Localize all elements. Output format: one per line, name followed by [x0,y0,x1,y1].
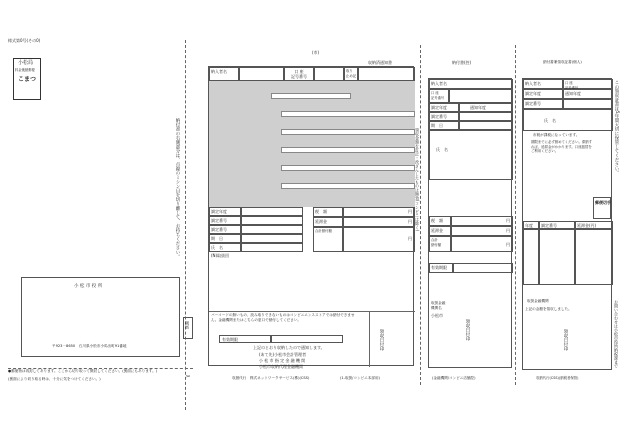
yen-unit-1: 円 [408,209,412,214]
header-seal: (市) [312,50,320,55]
barcode-field-1 [271,93,351,99]
right-account: 口 座 記号番号 [563,79,613,89]
right-th-number: 調定番号 [539,221,575,229]
right-bank-label: 取扱金融機関 [527,299,549,303]
right-year: 調定年度 [523,89,563,99]
perforation-line-3 [515,45,516,385]
payee-line-1: (あて先)小松市会計管理者 [259,352,307,357]
right-number: 調定番号 [523,99,563,109]
address-line: 〒923－8650 石川県小松市小馬出町91番地 [52,344,127,348]
right-number-val [563,99,613,109]
separator [209,311,415,312]
right-side-vertical-2: お問い合わせは小松市役所納税課まで [614,300,619,368]
main-bottom-label-2: (1-取扱/コンビニ本部用) [340,376,380,380]
receipt-due: 期 日 [429,121,459,130]
receipt-bank-header: 取扱金融 機関名 [431,301,446,310]
payee-line-2: 小 松 市 指 定 金 融 機 関 [259,358,306,363]
header-receipt: 納付書(控) [452,60,472,65]
row-due-date: 期 日 [209,234,241,243]
seal-box [183,317,193,339]
row-due-date-val [241,234,303,243]
postal-mark [13,58,41,100]
row-fiscal-year-val [241,207,303,216]
payer-label: 納入者名 [209,67,239,81]
right-bottom: 収納代行(CSS)(納税者保管) [536,376,579,380]
seal-text: 親展 [185,321,190,329]
certify: 上記のとおり収納したので通知します。 [253,345,325,350]
receipt-late-val [451,226,513,236]
receipt-name: 氏 名 [429,130,513,180]
receipt-effective: 有効期限 [429,263,453,273]
right-confirm: 上記の金額を領収しました。 [525,307,572,311]
right-name: 氏 名 [523,109,613,131]
barcode-field-3 [281,129,415,135]
row-tax-val [343,207,415,217]
row-name: 氏 名 [209,243,241,252]
receipt-stamp-vertical: 領収日付印 [465,319,470,341]
row-number-2: 調定番号 [209,225,241,234]
receipt-number-val [459,112,513,121]
right-payer: 納入者名 [523,79,563,89]
barcode-field-6 [281,183,415,189]
receipt-number: 調定番号 [429,112,459,121]
right-stamp: 領収日付印 [563,329,568,351]
receipt-form [428,78,512,368]
receipt-total-val [451,236,513,252]
header-main: 収納済通知書 [368,60,392,65]
right-form [522,78,612,370]
row-fiscal-year: 調定年度 [209,207,241,216]
receipt-payer: 納入者名 [429,79,513,89]
receipt-due-val [459,121,513,130]
barcode-field-4 [281,147,415,153]
perforation-note-left: 納付書の右側部分は、点線のミシン目を切り離して、お持ちください。 [175,118,180,259]
receipt-year: 調定年度 [429,103,459,112]
category-label: 取り 止め記 [344,67,358,81]
main-form [208,66,414,369]
right-notice-2: 期限までに必ず納めてください。滞納すれば、延滞金がかかります。口座振替をご利用ください。 [531,140,593,154]
receipt-total: 合計 納付額 [429,236,451,252]
form-id: 様式第0号(その0) [8,38,41,43]
effective-date-label: 有効期限 [222,337,238,342]
row-total: 合計納付額 [313,227,343,252]
right-notice: 市税が課税になっています。 [533,133,580,137]
account-label: 口 座 記号番号 [284,67,314,81]
receipt-note-right: 通知年度 [459,103,513,112]
receipt-bottom: (金融機関/コンビニ店舗控) [432,376,476,380]
right-th-late: 延滞金(円) [575,221,613,229]
effective-date-value [271,335,343,343]
note: バーコードの無いもの、読み取りできないものはコンビニエンスストアでは納付できません。金融機関またはこちらの窓口で納付してください。 [211,313,355,322]
receipt-effective-val [453,263,513,273]
postal-label-2: 料金後納郵便 [15,68,35,72]
receipt-tax: 税 額 [429,216,451,226]
middle-vertical-note: 領収金額を訂正・改ざんしたものは無効(コンビニは除く) [415,128,420,232]
address-title: 小 松 市 役 所 [74,284,103,289]
receipt-city: 小松市 [431,313,443,318]
receipt-account: 口 座 記号番号 [429,89,449,103]
address-box [21,277,180,357]
row-late-fee: 延滞金 [313,217,343,227]
row-tax: 税 額 [313,207,343,217]
header-receipt2: 納付書兼領収証書(個人) [543,60,582,64]
barcode-field-5 [281,165,415,171]
category-value [358,67,415,81]
right-tbody-1 [523,229,539,285]
payee-line-3: 小松市収納代理金融機関 [259,364,303,369]
perforation-line-2 [420,45,421,385]
right-tbody-3 [575,229,613,285]
receipt-late: 延滞金 [429,226,451,236]
bottom-note-2: (裏面により切り取る時は、十分に気をつけてください。) [8,377,101,381]
memo: (N)取扱回 [211,253,230,258]
row-total-val [343,227,415,252]
receipt-account-val [449,89,513,103]
row-number-1-val [241,216,303,225]
row-name-val [241,243,303,252]
right-seal-text: 郵便切手 [595,200,611,205]
yen-unit-2: 円 [408,219,412,224]
postal-logo: こまつ [18,76,37,83]
row-late-fee-val [343,217,415,227]
postal-label-1: 小松局 [18,60,34,66]
bottom-note-1: ●郵便物は再封してあります。ここから切り取って開封してください。(裏面にもあります。) [8,369,158,373]
right-tbody-2 [539,229,575,285]
right-seal [593,197,611,219]
yen-unit-3: 円 [408,236,412,241]
perforation-line-1 [185,40,186,410]
right-year-val: 通知年度 [563,89,613,99]
main-bottom-label: 収納代行 株式ネットワークサービス(株)(CSS) [232,376,310,380]
scissors-icon: ✂ [186,374,191,380]
stamp-divider [369,311,370,367]
row-number-2-val [241,225,303,234]
receipt-yen-3: 円 [506,242,510,247]
receipt-yen-2: 円 [506,228,510,233]
row-number-1: 調定番号 [209,216,241,225]
receipt-yen-1: 円 [506,218,510,223]
stamp-vertical: 領収日付印 [379,329,384,351]
right-side-vertical: この領収証書は5年間大切に保管してください。 [614,80,619,176]
payer-value [239,67,284,81]
effective-date-box [219,335,271,343]
account-value [314,67,344,81]
receipt-tax-val [451,216,513,226]
right-th-year: 年度 [523,221,539,229]
barcode-field-2 [281,111,415,117]
